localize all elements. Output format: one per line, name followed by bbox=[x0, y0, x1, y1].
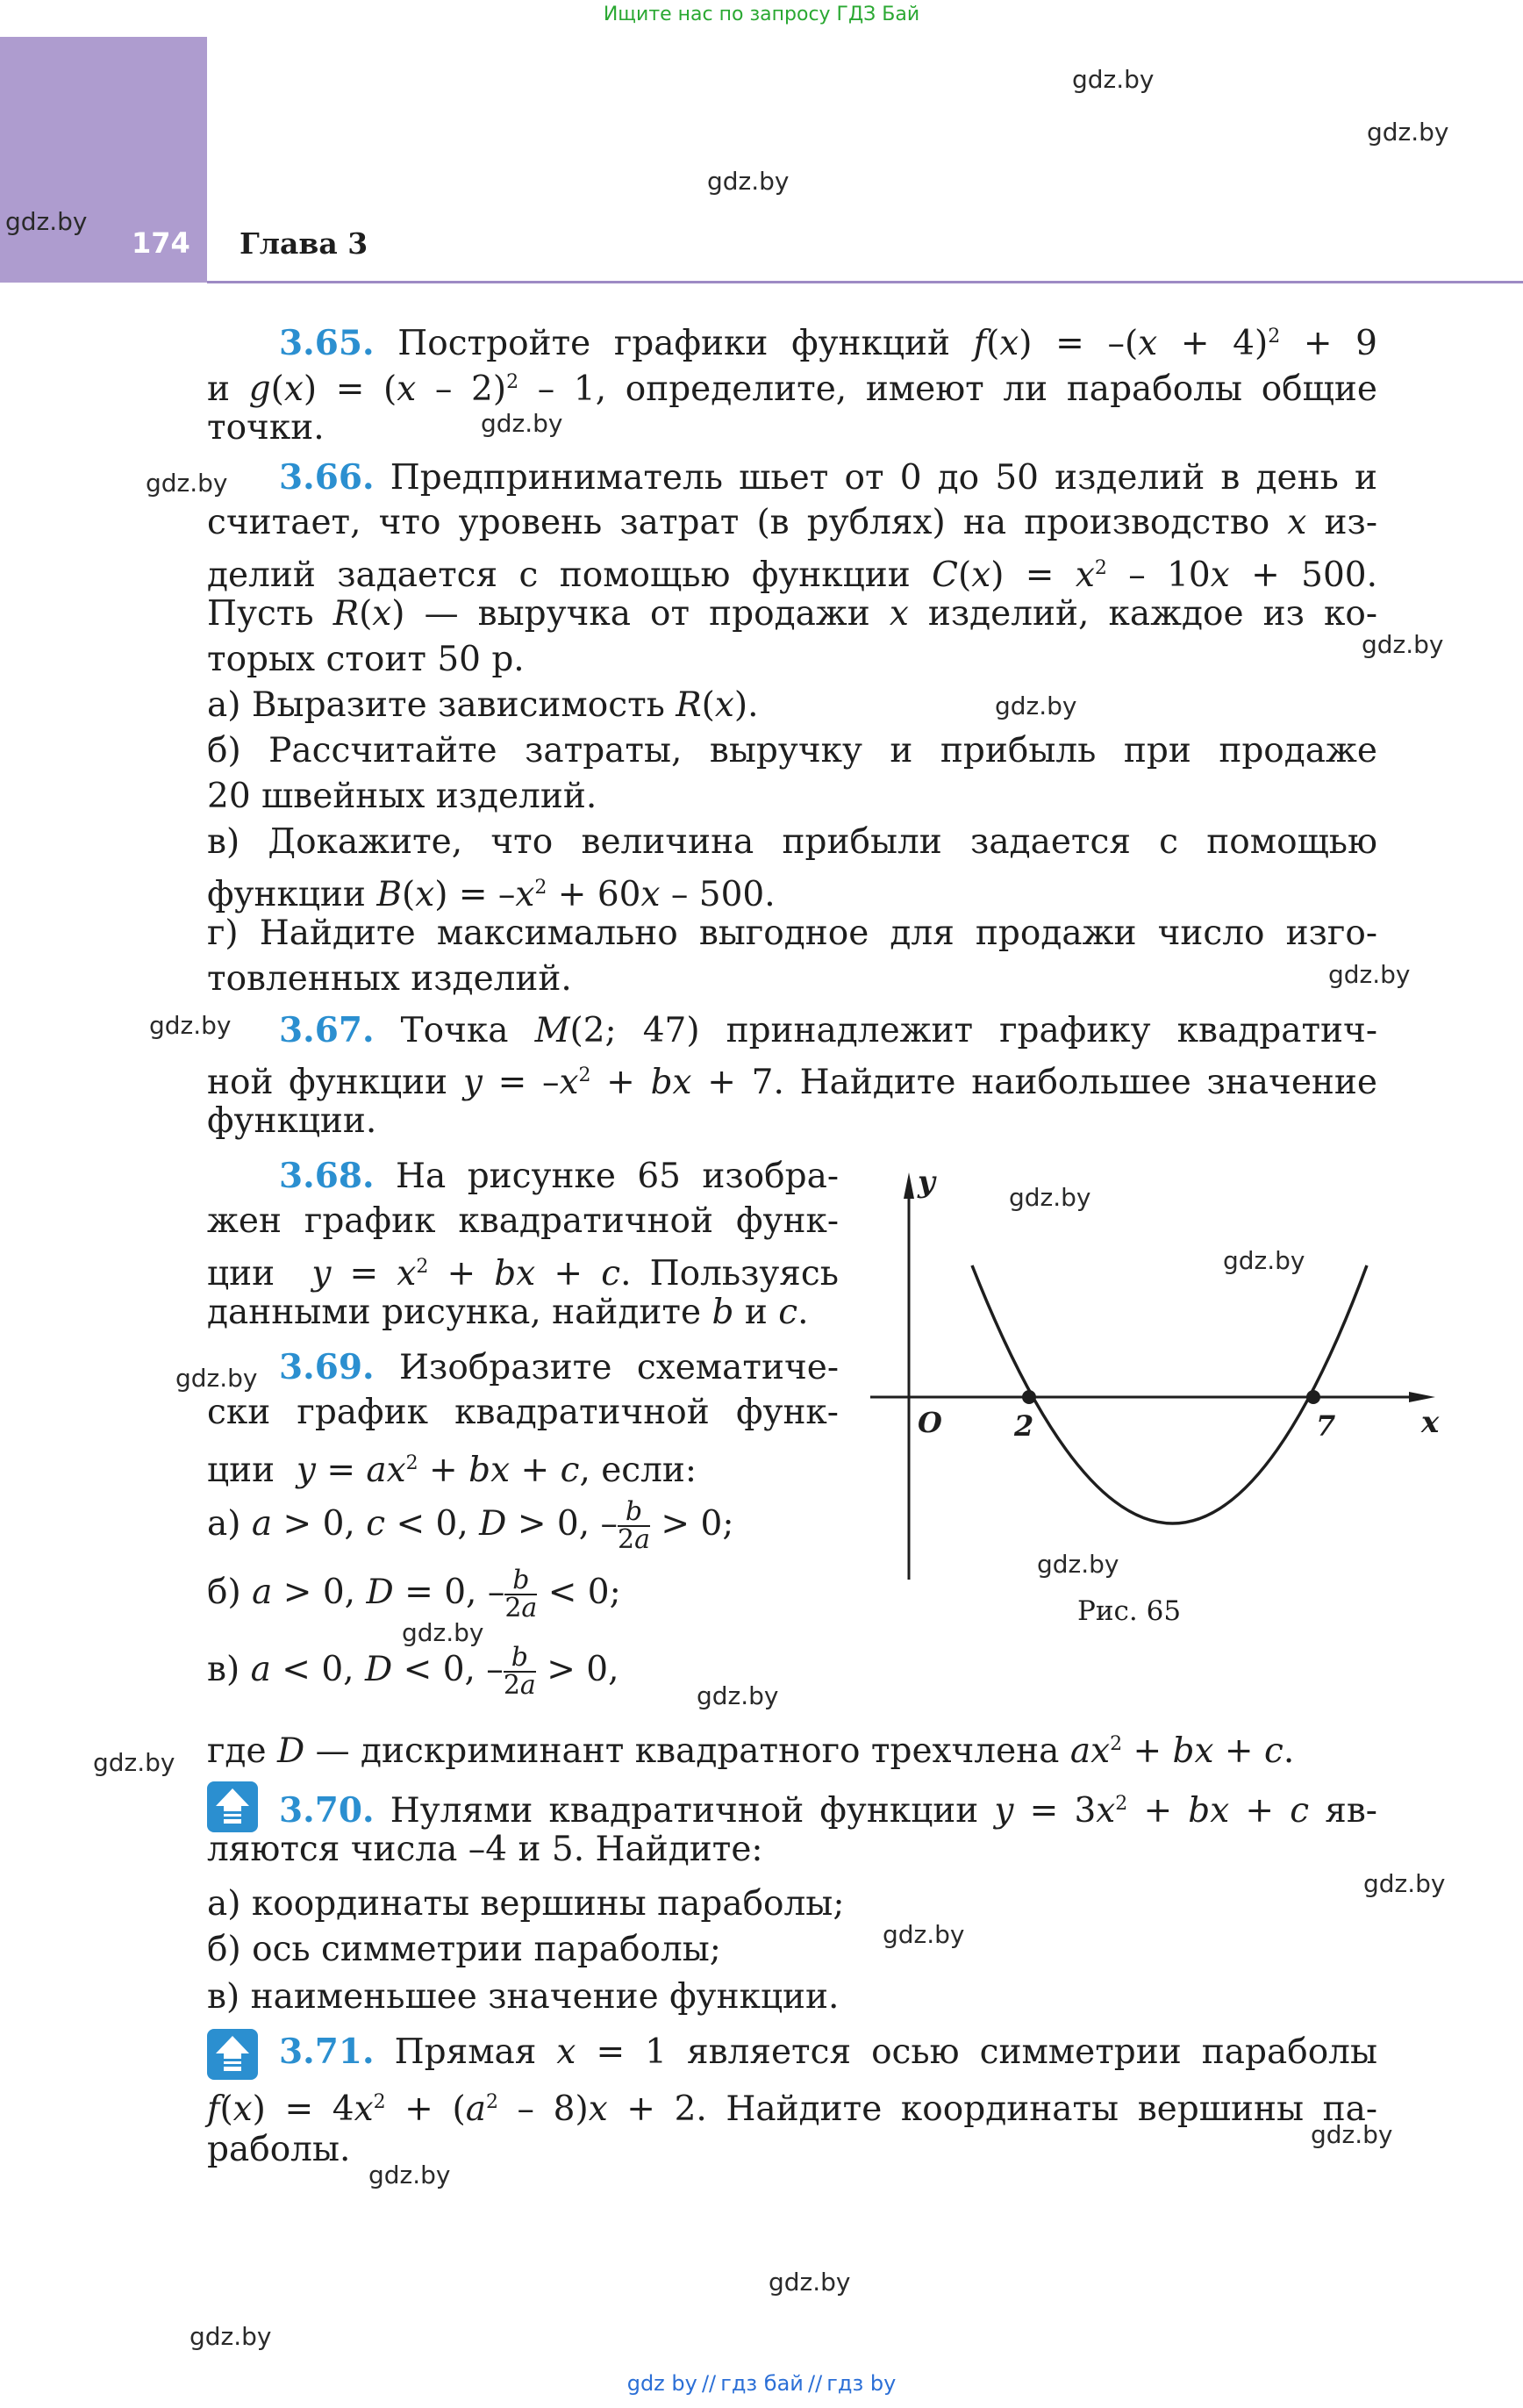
problem-3-69-line1: 3.69. Изобразите схематиче- bbox=[279, 1347, 839, 1387]
y-axis-label: y bbox=[918, 1165, 935, 1200]
watermark: gdz.by bbox=[1328, 960, 1411, 989]
problem-3-69-line3: ции $y = ax^2$ + bx + c, если: bbox=[207, 1451, 697, 1490]
footer-link[interactable]: гдз бай bbox=[720, 2371, 804, 2396]
problem-3-70-line2: ляются числа –4 и 5. Найдите: bbox=[207, 1830, 763, 1869]
y-axis-arrow bbox=[904, 1172, 914, 1199]
problem-3-69-note: где D — дискриминант квадратного трехчлена $ax^2$ + bx + c. bbox=[207, 1731, 1295, 1771]
problem-3-67-line2: ной функции $y = -x^2$ + bx + 7. Найдите наибольшее значение bbox=[207, 1063, 1377, 1102]
problem-3-65-line1: 3.65. Постройте графики функций $f(x) = -(x + 4)^2 + 9$ bbox=[279, 323, 1377, 363]
top-banner[interactable]: Ищите нас по запросу ГДЗ Бай bbox=[603, 4, 920, 25]
x-axis-label: x bbox=[1421, 1405, 1440, 1440]
problem-3-66-b1: б) Рассчитайте затраты, выручку и прибыль при продаже bbox=[207, 731, 1377, 770]
problem-3-65-line2: и g(x) = (x – 2)$^2$ – 1, определите, имеют ли параболы общие bbox=[207, 369, 1377, 409]
watermark: gdz.by bbox=[146, 469, 228, 498]
figure-65-graph bbox=[860, 1158, 1456, 1650]
problem-3-68-line3: ции $y = x^2$ + bx + c. Пользуясь bbox=[207, 1254, 839, 1294]
root-point-2 bbox=[1022, 1390, 1036, 1404]
problem-3-66-line3: делий задается с помощью функции $C(x) = x^2 - 10x + 500$. bbox=[207, 555, 1378, 595]
header-divider bbox=[207, 281, 1523, 283]
watermark: gdz.by bbox=[1037, 1550, 1119, 1579]
page-number: 174 bbox=[132, 226, 190, 260]
footer-link[interactable]: gdz by bbox=[626, 2371, 697, 2396]
problem-number: 3.66. bbox=[279, 457, 375, 498]
figure-caption: Рис. 65 bbox=[1077, 1595, 1182, 1627]
watermark: gdz.by bbox=[1363, 1869, 1446, 1898]
problem-number: 3.69. bbox=[279, 1347, 375, 1387]
root-label-2: 2 bbox=[1014, 1409, 1034, 1443]
watermark: gdz.by bbox=[189, 2322, 272, 2351]
problem-3-66-d1: г) Найдите максимально выгодное для продажи число изго- bbox=[207, 914, 1377, 953]
problem-3-66-line1: 3.66. Предприниматель шьет от 0 до 50 изделий в день и bbox=[279, 457, 1377, 498]
problem-3-68-line4: данными рисунка, найдите b и c. bbox=[207, 1293, 809, 1332]
problem-3-66-d2: товленных изделий. bbox=[207, 959, 572, 999]
watermark: gdz.by bbox=[769, 2268, 851, 2297]
problem-number: 3.65. bbox=[279, 323, 375, 363]
watermark: gdz.by bbox=[1009, 1183, 1091, 1212]
root-point-7 bbox=[1306, 1390, 1320, 1404]
problem-3-66-line4: Пусть R(x) — выручка от продажи x изделий, каждое из ко- bbox=[207, 594, 1377, 634]
footer-links bbox=[0, 2371, 1523, 2396]
problem-3-66-c2: функции $B(x) = -x^2 + 60x - 500$. bbox=[207, 875, 776, 914]
problem-3-67-line1: 3.67. Точка M(2; 47) принадлежит графику квадратич- bbox=[279, 1010, 1377, 1050]
problem-3-69-b: б) a > 0, D = 0, – $\frac{b}{2a}$ < 0; bbox=[207, 1565, 621, 1623]
problem-number: 3.68. bbox=[279, 1156, 375, 1196]
problem-3-71-line3: раболы. bbox=[207, 2130, 351, 2169]
problem-3-66-c1: в) Докажите, что величина прибыли задается с помощью bbox=[207, 822, 1377, 862]
watermark: gdz.by bbox=[1362, 630, 1444, 659]
watermark: gdz.by bbox=[5, 207, 88, 236]
watermark: gdz.by bbox=[995, 692, 1077, 720]
watermark: gdz.by bbox=[149, 1011, 232, 1040]
watermark: gdz.by bbox=[1072, 65, 1155, 94]
origin-label: O bbox=[918, 1406, 942, 1439]
watermark: gdz.by bbox=[1367, 118, 1449, 147]
problem-3-68-line1: 3.68. На рисунке 65 изобра- bbox=[279, 1156, 839, 1196]
footer-link[interactable]: гдз by bbox=[826, 2371, 897, 2396]
footer-separator: // bbox=[808, 2371, 823, 2396]
watermark: gdz.by bbox=[93, 1748, 175, 1777]
problem-3-66-line2: считает, что уровень затрат (в рублях) на производство x из- bbox=[207, 503, 1378, 542]
problem-number: 3.67. bbox=[279, 1010, 375, 1050]
problem-3-66-a: а) Выразите зависимость R(x). bbox=[207, 685, 759, 725]
chapter-title: Глава 3 bbox=[240, 226, 368, 261]
watermark: gdz.by bbox=[481, 409, 563, 438]
problem-number: 3.71. bbox=[279, 2032, 375, 2072]
watermark: gdz.by bbox=[402, 1618, 484, 1647]
problem-3-70-a: а) координаты вершины параболы; bbox=[207, 1884, 845, 1924]
problem-3-71-line1: 3.71. Прямая x = 1 является осью симметрии параболы bbox=[279, 2032, 1377, 2072]
watermark: gdz.by bbox=[883, 1920, 965, 1949]
watermark: gdz.by bbox=[1223, 1246, 1305, 1275]
problem-3-70-c: в) наименьшее значение функции. bbox=[207, 1977, 840, 2017]
watermark: gdz.by bbox=[707, 167, 790, 196]
watermark: gdz.by bbox=[1311, 2120, 1393, 2149]
problem-3-67-line3: функции. bbox=[207, 1101, 377, 1141]
problem-3-70-b: б) ось симметрии параболы; bbox=[207, 1930, 721, 1969]
problem-3-69-line2: ски график квадратичной функ- bbox=[207, 1393, 839, 1432]
x-axis-arrow bbox=[1409, 1392, 1435, 1402]
problem-3-66-b2: 20 швейных изделий. bbox=[207, 777, 597, 816]
problem-3-69-a: а) a > 0, c < 0, D > 0, – $\frac{b}{2a}$ > 0; bbox=[207, 1496, 734, 1555]
footer-separator: // bbox=[701, 2371, 717, 2396]
problem-3-68-line2: жен график квадратичной функ- bbox=[207, 1201, 839, 1241]
problem-3-66-line5: торых стоит 50 р. bbox=[207, 640, 525, 679]
problem-3-65-line3: точки. bbox=[207, 408, 325, 448]
problem-3-69-c: в) a < 0, D < 0, – $\frac{b}{2a}$ > 0, bbox=[207, 1642, 619, 1701]
watermark: gdz.by bbox=[697, 1681, 779, 1710]
problem-3-71-line2: $f(x) = 4x^2 + (a^2 - 8)x + 2$. Найдите координаты вершины па- bbox=[207, 2089, 1378, 2129]
problem-number: 3.70. bbox=[279, 1790, 375, 1831]
root-label-7: 7 bbox=[1316, 1409, 1336, 1443]
problem-3-70-line1: 3.70. Нулями квадратичной функции $y = 3x^2$ + bx + c яв- bbox=[279, 1790, 1377, 1831]
watermark: gdz.by bbox=[368, 2161, 451, 2189]
watermark: gdz.by bbox=[175, 1364, 258, 1393]
